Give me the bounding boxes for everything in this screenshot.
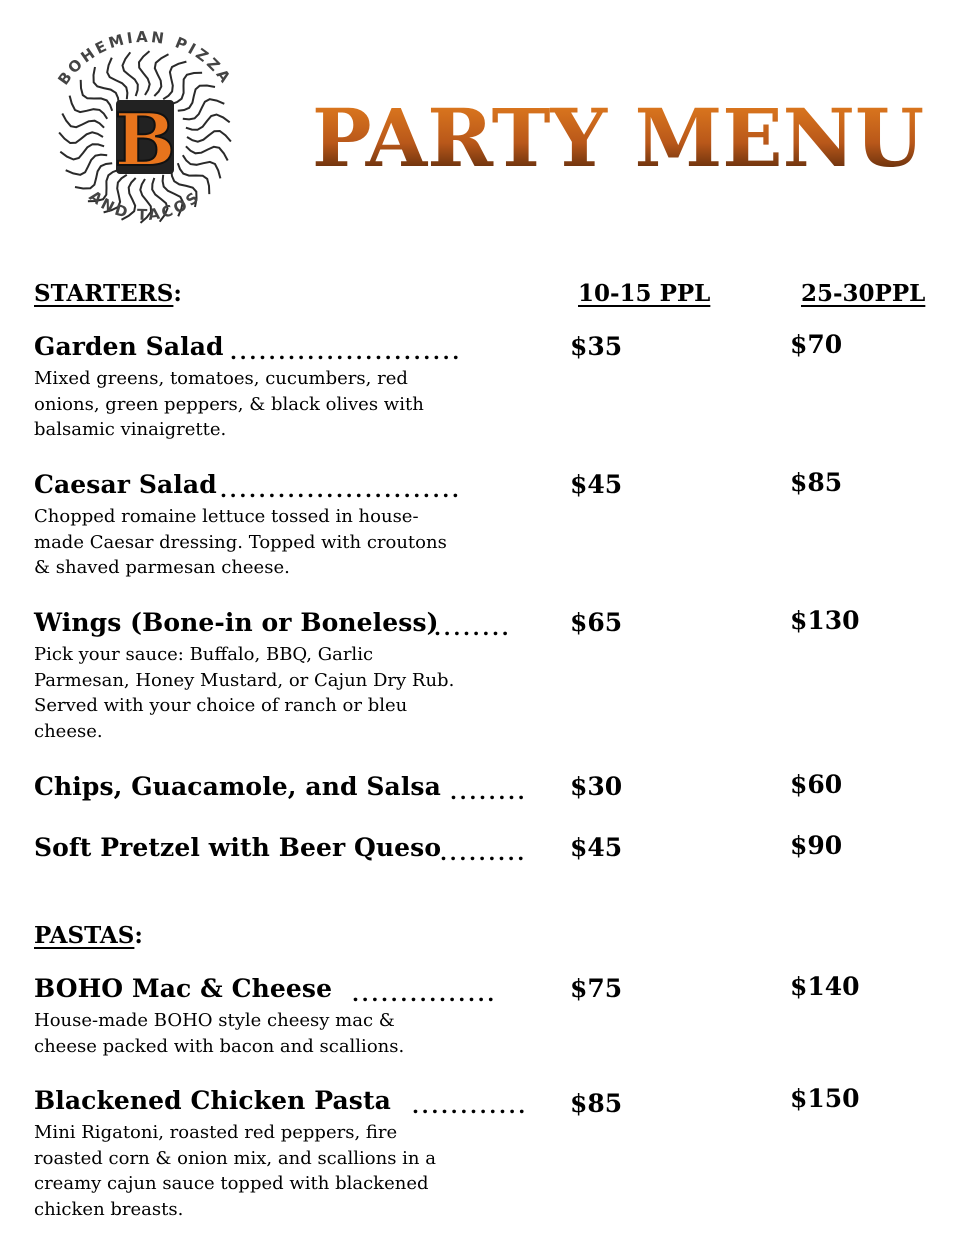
price-small: $75 bbox=[570, 974, 623, 1003]
price-large: $90 bbox=[790, 831, 843, 860]
sunburst-ray bbox=[187, 131, 231, 142]
price-large: $150 bbox=[790, 1084, 860, 1113]
price-small: $45 bbox=[570, 470, 623, 499]
item-name: Garden Salad bbox=[34, 332, 224, 361]
sunburst-ray bbox=[60, 144, 104, 159]
menu-item bbox=[34, 332, 954, 443]
dot-leader: ......... bbox=[440, 841, 527, 865]
item-description: Pick your sauce: Buffalo, BBQ, Garlic Parmesan, Honey Mustard, or Cajun Dry Rub. Served with your choice of ranch or bleu cheese. bbox=[34, 644, 455, 742]
svg-text:BOHEMIAN PIZZA bbox=[54, 28, 235, 88]
price-large: $85 bbox=[790, 468, 843, 497]
svg-text:AND TACOS bbox=[86, 187, 204, 224]
item-name: Blackened Chicken Pasta bbox=[34, 1086, 391, 1115]
price-small: $30 bbox=[570, 772, 623, 801]
dot-leader: ........ bbox=[450, 780, 528, 804]
item-name: Chips, Guacamole, and Salsa bbox=[34, 772, 441, 801]
dot-leader: ......................... bbox=[220, 478, 462, 502]
column-header-large: 25-30PPL bbox=[801, 280, 926, 307]
sunburst-ray bbox=[139, 51, 150, 95]
item-description: Mini Rigatoni, roasted red peppers, fire roasted corn & onion mix, and scallions in a creamy cajun sauce topped with blackened chicken breasts. bbox=[34, 1122, 436, 1220]
dot-leader: ............... bbox=[352, 982, 497, 1006]
section-starters-heading: STARTERS: bbox=[34, 280, 182, 307]
menu-item bbox=[34, 470, 954, 581]
sunburst-ray bbox=[186, 115, 230, 130]
page-title bbox=[312, 86, 932, 196]
price-small: $65 bbox=[570, 608, 623, 637]
sunburst-ray bbox=[183, 99, 225, 119]
dot-leader: ............ bbox=[412, 1094, 528, 1118]
dot-leader: ........................ bbox=[230, 340, 462, 364]
sunburst-ray bbox=[66, 155, 108, 175]
menu-item bbox=[34, 833, 954, 867]
title-text: PARTY MENU bbox=[312, 91, 924, 185]
sunburst-ray bbox=[107, 58, 127, 99]
price-large: $140 bbox=[790, 972, 860, 1001]
price-large: $60 bbox=[790, 770, 843, 799]
menu-item bbox=[34, 974, 954, 1059]
column-header-small: 10-15 PPL bbox=[578, 280, 711, 307]
logo-ring-top: BOHEMIAN PIZZA bbox=[54, 27, 236, 89]
sunburst-ray bbox=[186, 146, 228, 160]
menu-item bbox=[34, 608, 954, 744]
price-small: $45 bbox=[570, 833, 623, 862]
item-name: Caesar Salad bbox=[34, 470, 217, 499]
sunburst-ray bbox=[62, 114, 104, 128]
item-description: Mixed greens, tomatoes, cucumbers, red onions, green peppers, & black olives with balsamic vinaigrette. bbox=[34, 368, 424, 440]
price-small: $85 bbox=[570, 1089, 623, 1118]
section-label: PASTAS bbox=[34, 922, 135, 949]
item-description: Chopped romaine lettuce tossed in house- made Caesar dressing. Topped with croutons & shaved parmesan cheese. bbox=[34, 506, 447, 578]
item-name: BOHO Mac & Cheese bbox=[34, 974, 333, 1003]
item-description: House-made BOHO style cheesy mac & cheese packed with bacon and scallions. bbox=[34, 1010, 405, 1057]
item-name: Wings (Bone-in or Boneless) bbox=[34, 608, 439, 637]
menu-item bbox=[34, 772, 954, 806]
sunburst-ray bbox=[123, 52, 138, 96]
item-name: Soft Pretzel with Beer Queso bbox=[34, 833, 442, 862]
bohemian-logo bbox=[30, 20, 260, 250]
price-small: $35 bbox=[570, 332, 623, 361]
logo-ring-bottom: AND TACOS bbox=[85, 186, 205, 224]
section-pastas-heading: PASTAS: bbox=[34, 922, 143, 949]
dot-leader: ........ bbox=[434, 616, 512, 640]
sunburst-ray bbox=[59, 132, 103, 143]
menu-item bbox=[34, 1086, 954, 1222]
price-large: $70 bbox=[790, 330, 843, 359]
sunburst-ray bbox=[154, 54, 168, 96]
logo-letter: B bbox=[114, 97, 176, 182]
price-large: $130 bbox=[790, 606, 860, 635]
section-label: STARTERS bbox=[34, 280, 174, 307]
